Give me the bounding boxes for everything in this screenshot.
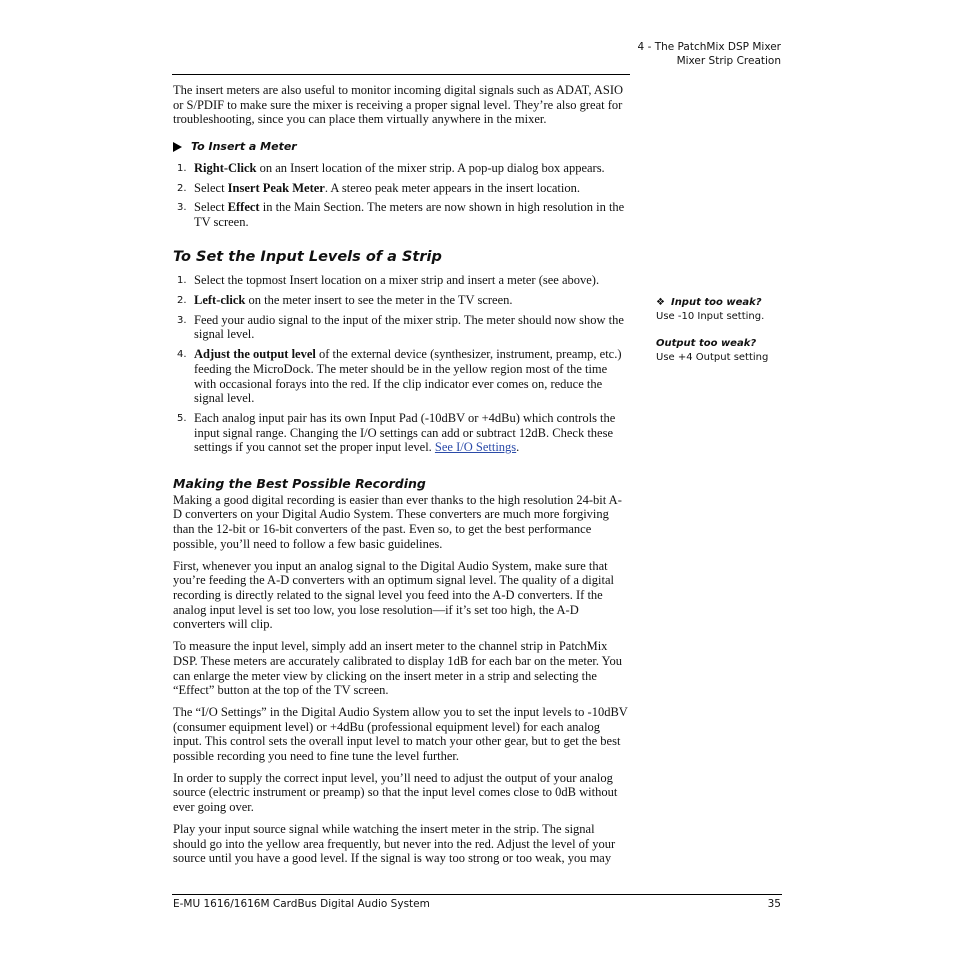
header-rule	[172, 74, 630, 75]
step-pre: Select	[194, 180, 228, 195]
body-paragraph: Play your input source signal while watching the insert meter in the strip. The signal should go into the yellow area frequently, but never into the red. Adjust the level of your source until you have a good level. If the signal is way too strong or too weak, you may	[173, 821, 616, 866]
body-paragraph: Making a good digital recording is easier than ever thanks to the high resolution 24-bit A-D converters on your Digital Audio System. These converters are much more forgiving than the 12-bit or 16-bit converters of the past. Even so, to get the best performance possible, you’ll need to follow a few basic guidelines.	[173, 492, 622, 551]
diamond-bullet-icon: ❖	[656, 297, 665, 308]
margin-notes	[656, 296, 796, 364]
step-item	[173, 347, 629, 406]
step-bold: Left-click	[194, 293, 246, 308]
step-text: on an Insert location of the mixer strip. A pop-up dialog box appears.	[256, 160, 605, 175]
body-paragraph: To measure the input level, simply add an insert meter to the channel strip in PatchMix DSP. These meters are accurately calibrated to display 1dB for each bar on the meter. You can enlarge the meter view by clicking on the insert meter in a strip and selecting the “Effect” button at the top of the TV screen.	[173, 639, 622, 698]
subsection-heading: Making the Best Possible Recording	[173, 476, 426, 492]
running-header	[638, 40, 781, 68]
step-bold: Effect	[227, 200, 260, 215]
step-number: 3.	[177, 314, 187, 326]
page-number: 35	[767, 898, 781, 910]
step-text: of the external device (synthesizer, instrument, preamp, etc.) feeding the MicroDock. The meter should be in the yellow region most of the time with occasional forays into the red. If the clip indicator ever comes on, reduce the signal level.	[194, 347, 622, 406]
note-output-title: Output too weak?	[656, 338, 757, 349]
footer-product: E-MU 1616/1616M CardBus Digital Audio System	[173, 898, 430, 910]
intro-paragraph: The insert meters are also useful to monitor incoming digital signals such as ADAT, ASIO or S/PDIF to make sure the mixer is receiving a proper signal level. They’re also great for troubleshooting, since you can place them virtually anywhere in the mixer.	[173, 83, 624, 127]
step-number: 1.	[177, 162, 187, 174]
step-item	[173, 200, 629, 229]
main-column	[173, 83, 629, 873]
step-bold: Insert Peak Meter	[227, 180, 325, 195]
body-paragraph: The “I/O Settings” in the Digital Audio System allow you to set the input levels to -10dBV (consumer equipment level) or +4dBu (professional equipment level) for each analog input. This control sets the overall input level to match your other gear, but to get the best possible recording you need to fine tune the level further.	[173, 704, 628, 764]
input-levels-steps	[173, 273, 629, 455]
step-text: Select the topmost Insert location on a mixer strip and insert a meter (see above).	[194, 273, 600, 288]
procedure-title: To Insert a Meter	[191, 140, 297, 154]
step-number: 2.	[177, 182, 187, 194]
step-item	[173, 273, 629, 288]
step-after: .	[516, 440, 520, 455]
procedure-heading	[173, 140, 629, 155]
io-settings-link[interactable]: See I/O Settings	[434, 440, 517, 455]
body-paragraph: First, whenever you input an analog signal to the Digital Audio System, make sure that you’re feeding the A-D converters with an optimum signal level. The quality of a digital recording is directly related to the signal level you feed into the A-D converters. If the analog input level is set too low, you lose resolution—if it’s set too high, the A-D converters will clip.	[173, 558, 614, 632]
step-text: Feed your audio signal to the input of the mixer strip. The meter should now show the signal level.	[194, 312, 624, 342]
step-text: Each analog input pair has its own Input Pad (-10dBV or +4dBu) which controls the input signal range. Changing the I/O settings can add or subtract 12dB. Check these settings if you cannot set the proper input level.	[194, 410, 616, 455]
step-number: 2.	[177, 295, 187, 307]
header-section: Mixer Strip Creation	[676, 55, 781, 67]
step-text: in the Main Section. The meters are now shown in high resolution in the TV screen.	[194, 200, 625, 229]
note-input-title	[656, 296, 796, 310]
step-item	[173, 161, 629, 176]
step-number: 5.	[177, 412, 187, 424]
step-item	[173, 313, 629, 342]
step-bold: Right-Click	[194, 160, 257, 175]
triangle-bullet-icon	[173, 142, 182, 152]
step-item	[173, 181, 629, 196]
step-number: 3.	[177, 202, 187, 214]
step-text: on the meter insert to see the meter in the TV screen.	[245, 293, 513, 308]
insert-meter-steps	[173, 161, 629, 230]
step-bold: Adjust the output level	[194, 347, 316, 362]
section-heading: To Set the Input Levels of a Strip	[173, 248, 442, 265]
step-pre: Select	[194, 200, 228, 215]
header-chapter: 4 - The PatchMix DSP Mixer	[637, 41, 781, 53]
note-input-text: Use -10 Input setting.	[656, 310, 765, 322]
note-output-text: Use +4 Output setting	[656, 351, 769, 363]
step-item	[173, 293, 629, 308]
step-text: . A stereo peak meter appears in the insert location.	[324, 180, 580, 195]
footer-rule	[172, 894, 782, 895]
note-input-title-text: Input too weak?	[670, 297, 762, 308]
step-number: 4.	[177, 349, 187, 361]
step-item	[173, 411, 629, 455]
body-paragraph: In order to supply the correct input level, you’ll need to adjust the output of your analog source (electric instrument or preamp) so that the input level comes close to 0dB without ever going over.	[173, 770, 618, 815]
step-number: 1.	[177, 275, 187, 287]
